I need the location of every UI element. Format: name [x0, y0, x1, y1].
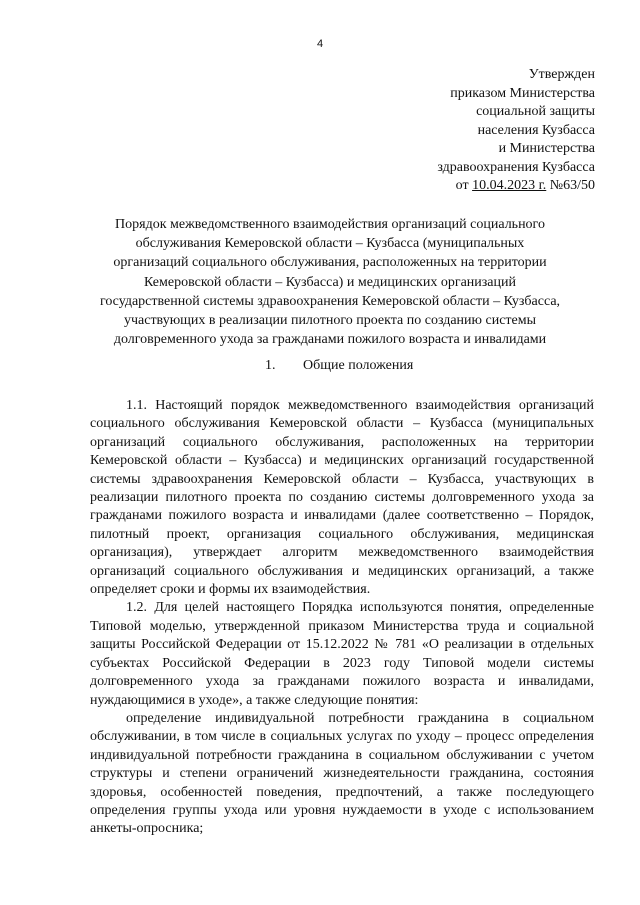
page-number: 4 [316, 38, 324, 50]
number-separator: № [546, 178, 564, 193]
title-line: Порядок межведомственного взаимодействия организаций социального [115, 217, 545, 232]
paragraph-1-2: 1.2. Для целей настоящего Порядка используются понятия, определенные Типовой моделью, утвержденной приказом Министерства труда и социальной защиты Российской Федерации от 15.12.2022 № 781 «О реализации в отдельных субъектах Российской Федерации в 2023 году Типовой модели системы долговременного ухода за гражданами пожилого возраста и инвалидами, нуждающимися в уходе», а также следующие понятия: [90, 600, 594, 708]
paragraph-1-1: 1.1. Настоящий порядок межведомственного взаимодействия организаций социального обслуживания Кемеровской области – Кузбасса (муниципальных организаций социального обслуживания, расположенных на территории Кемеровской области – Кузбасса) и медицинских организаций государственной системы здравоохранения Кемеровской области – Кузбасса, участвующих в реализации пилотного проекта по созданию системы долговременного ухода за гражданами пожилого возраста и инвалидами (далее соответственно – Порядок, пилотный проект, организация социального обслуживания, медицинская организация), утверждает алгоритм межведомственного взаимодействия организаций социального обслуживания и медицинских организаций, а также определяет сроки и формы их взаимодействия. [90, 398, 594, 598]
approval-line: приказом Министерства [450, 85, 595, 101]
approval-line: здравоохранения Кузбасса [437, 159, 595, 175]
title-line: государственной системы здравоохранения Кемеровской области – Кузбасса, [99, 293, 561, 309]
section-number: 1. [265, 358, 276, 373]
approval-date: 10.04.2023 г. [472, 178, 547, 193]
title-line: организаций социального обслуживания, расположенных на территории [113, 255, 547, 271]
section-title: Общие положения [303, 358, 414, 373]
approval-line: и Министерства [498, 141, 595, 156]
title-line: обслуживания Кемеровской области – Кузбасса (муниципальных [135, 236, 525, 252]
title-line: участвующих в реализации пилотного проекта по созданию системы [123, 313, 537, 329]
title-line: Кемеровской области – Кузбасса) и медицинских организаций [144, 274, 516, 290]
approval-line: Утвержден [528, 67, 595, 82]
title-line: долговременного ухода за гражданами пожилого возраста и инвалидами [113, 332, 547, 348]
approval-block [437, 66, 595, 196]
approval-number: 63/50 [563, 178, 595, 193]
approval-line: населения Кузбасса [477, 122, 595, 138]
paragraph-definition: определение индивидуальной потребности гражданина в социальном обслуживании, в том числе в социальных услугах по уходу – процесс определения индивидуальной потребности гражданина в социальном обслуживании с учетом структуры и степени ограничений жизнедеятельности гражданина, состояния здоровья, особенностей поведения, предпочтений, а также последующего определения группы ухода или уровня нуждаемости в уходе с использованием анкеты-опросника; [90, 710, 594, 837]
body-text [90, 397, 594, 839]
date-prefix: от [455, 178, 473, 193]
document-title [80, 215, 580, 349]
approval-date-line [437, 177, 595, 196]
approval-line: социальной защиты [476, 104, 595, 119]
